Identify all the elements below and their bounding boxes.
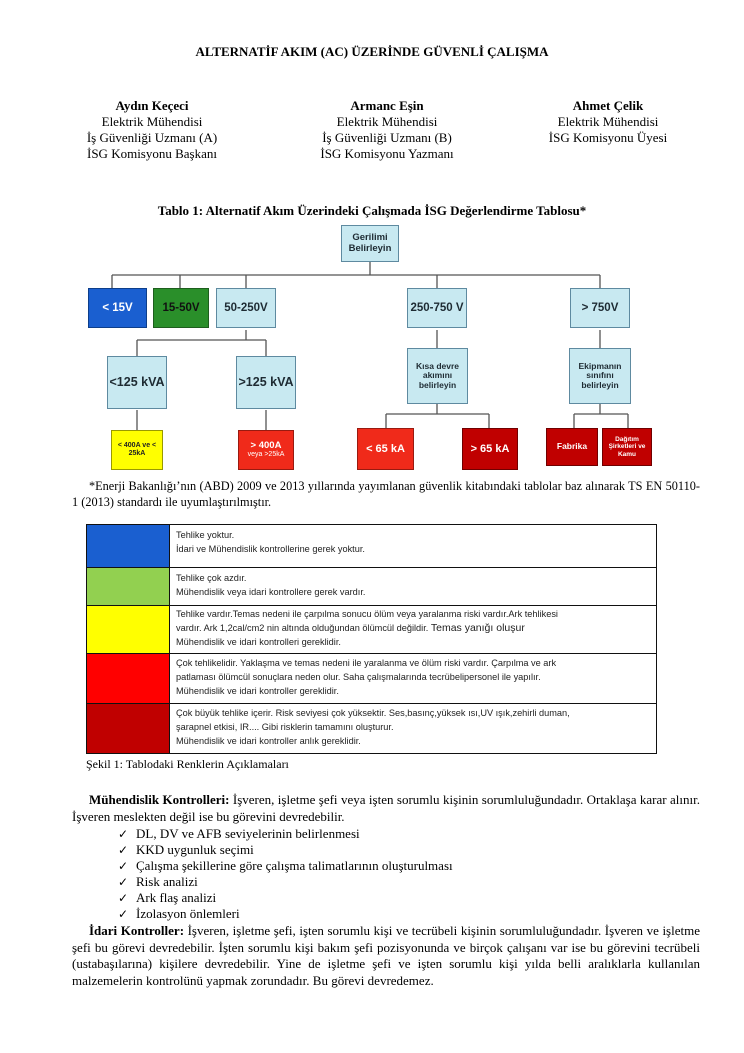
legend-swatch-red: [87, 654, 170, 703]
tree-factory-box: Fabrika: [546, 428, 598, 466]
tree-lt125-box: <125 kVA: [107, 356, 167, 409]
author-title: İSG Komisyonu Üyesi: [548, 130, 668, 145]
tree-lt65-box: < 65 kA: [357, 428, 414, 470]
legend-text: [176, 528, 652, 556]
tree-gt400-label: > 400A: [250, 439, 282, 451]
engineering-controls-label: Mühendislik Kontrolleri:: [89, 792, 230, 807]
legend-line: Mühendislik ve idari kontroller anlık gereklidir.: [176, 736, 361, 746]
list-item: ✓ Çalışma şekillerine göre çalışma talimatlarının oluşturulması: [118, 858, 453, 874]
tree-lt15-box: < 15V: [88, 288, 147, 328]
engineering-controls-paragraph: [72, 792, 700, 825]
tree-equipment-class-box: Ekipmanın sınıfını belirleyin: [569, 348, 631, 404]
legend-line: [176, 621, 652, 635]
tree-gt750-box: > 750V: [570, 288, 630, 328]
legend-line: Çok tehlikelidir. Yaklaşma ve temas nedeni ile yaralanma ve ölüm riski vardır. Çarpılma ve ark: [176, 658, 557, 668]
tree-gt125-box: >125 kVA: [236, 356, 296, 409]
legend-line: Tehlike vardır.Temas nedeni ile çarpılma sonucu ölüm veya yaralanma riski vardır.Ark tehlikesi: [176, 609, 558, 619]
engineering-controls-text: İşveren, işletme şefi veya işten sorumlu kişinin sorumluluğundadır. Ortaklaşa karar alınır. İşveren meslekten değil ise bu görevini devredebilir.: [72, 792, 701, 824]
legend-text: [176, 656, 652, 698]
legend-swatch-light-green: [87, 568, 170, 605]
tree-gt400-box: [238, 430, 294, 470]
admin-controls-label: İdari Kontroller:: [89, 923, 185, 938]
legend-swatch-dark-red: [87, 704, 170, 753]
legend-line: Tehlike çok azdır.: [176, 573, 247, 583]
color-legend-table: [86, 524, 657, 754]
legend-row: [87, 567, 656, 605]
author-title: İSG Komisyonu Başkanı: [87, 146, 217, 161]
legend-row: [87, 605, 656, 653]
tree-gt65-box: > 65 kA: [462, 428, 518, 470]
tree-50-250-box: 50-250V: [216, 288, 276, 328]
list-item: ✓ DL, DV ve AFB seviyelerinin belirlenmesi: [118, 826, 453, 842]
legend-line-part: vardır. Ark 1,2cal/cm2 nin altında olduğundan ölümcül değildir.: [176, 623, 429, 633]
legend-row: [87, 703, 656, 753]
admin-controls-paragraph: [72, 923, 700, 989]
legend-line-part: Temas yanığı oluşur: [430, 622, 525, 634]
author-title: Elektrik Mühendisi: [101, 114, 203, 129]
legend-line: Mühendislik ve idari kontroller gereklidir.: [176, 686, 339, 696]
legend-row: [87, 653, 656, 703]
author-title: Elektrik Mühendisi: [557, 114, 659, 129]
tree-15-50-box: 15-50V: [153, 288, 209, 328]
tree-short-circuit-box: Kısa devre akımını belirleyin: [407, 348, 468, 404]
tree-lt400-box: < 400A ve < 25kA: [111, 430, 163, 470]
list-item: ✓ KKD uygunluk seçimi: [118, 842, 453, 858]
legend-swatch-blue: [87, 525, 170, 567]
legend-swatch-yellow: [87, 606, 170, 653]
legend-line: patlaması ölümcül sonuçlara neden olur. Saha çalışmalarında tecrübelipersonel ile yapılır.: [176, 672, 541, 682]
author-name: Armanc Eşin: [350, 98, 424, 113]
tree-250-750-box: 250-750 V: [407, 288, 467, 328]
figure-caption: Şekil 1: Tablodaki Renklerin Açıklamaları: [86, 757, 289, 771]
legend-line: Tehlike yoktur.: [176, 530, 235, 540]
table-caption: Tablo 1: Alternatif Akım Üzerindeki Çalışmada İSG Değerlendirme Tablosu*: [157, 203, 587, 218]
tree-distribution-box: Dağıtım Şirketleri ve Kamu: [602, 428, 652, 466]
author-name: Ahmet Çelik: [572, 98, 644, 113]
list-item: ✓ Risk analizi: [118, 874, 453, 890]
legend-line: Çok büyük tehlike içerir. Risk seviyesi çok yüksektir. Ses,basınç,yüksek ısı,UV ışık,zehirli duman,: [176, 708, 570, 718]
list-item: ✓ Ark flaş analizi: [118, 890, 453, 906]
legend-row: [87, 525, 656, 567]
engineering-controls-list: [118, 826, 453, 922]
admin-controls-text: İşveren, işletme şefi, işten sorumlu kişi ve tecrübeli kişinin sorumluluğundadır. İşveren ve işletme şefi bu görevi devredebilir. İşten sorumlu kişi bakım şefi pozisyonunda ve birçok çalışanı var ise bu görevini tecrübeli (ustabaşılarına) kişilere devredebilir. Yine de işletme şefi ve işten sorumlu kişi yılda belli aralıklarla kullanılan malzemelerin kontrolünü yapmak zorundadır. Bu görevi devredemez.: [72, 923, 700, 988]
legend-text: [176, 607, 652, 649]
legend-text: [176, 571, 652, 599]
legend-line: şarapnel etkisi, IR.... Gibi risklerin tamamını oluşturur.: [176, 722, 394, 732]
author-name: Aydın Keçeci: [115, 98, 189, 113]
author-title: İSG Komisyonu Yazmanı: [320, 146, 454, 161]
legend-line: İdari ve Mühendislik kontrollerine gerek yoktur.: [176, 544, 365, 554]
tree-root-box: Gerilimi Belirleyin: [341, 225, 399, 262]
author-title: Elektrik Mühendisi: [336, 114, 438, 129]
author-title: İş Güvenliği Uzmanı (B): [322, 130, 452, 145]
author-title: İş Güvenliği Uzmanı (A): [86, 130, 218, 145]
legend-text: [176, 706, 652, 748]
legend-line: Mühendislik ve idari kontrolleri gereklidir.: [176, 637, 341, 647]
table-footnote: *Enerji Bakanlığı’nın (ABD) 2009 ve 2013 yıllarında yayımlanan güvenlik kitabındaki tablolar baz alınarak TS EN 50110-1 (2013) standardı ile uyumlaştırılmıştır.: [72, 479, 700, 509]
legend-line: Mühendislik veya idari kontrollere gerek vardır.: [176, 587, 366, 597]
list-item: ✓ İzolasyon önlemleri: [118, 906, 453, 922]
document-title: ALTERNATİF AKIM (AC) ÜZERİNDE GÜVENLİ ÇALIŞMA: [195, 44, 549, 59]
tree-gt400-sub-label: veya >25kA: [247, 451, 285, 459]
